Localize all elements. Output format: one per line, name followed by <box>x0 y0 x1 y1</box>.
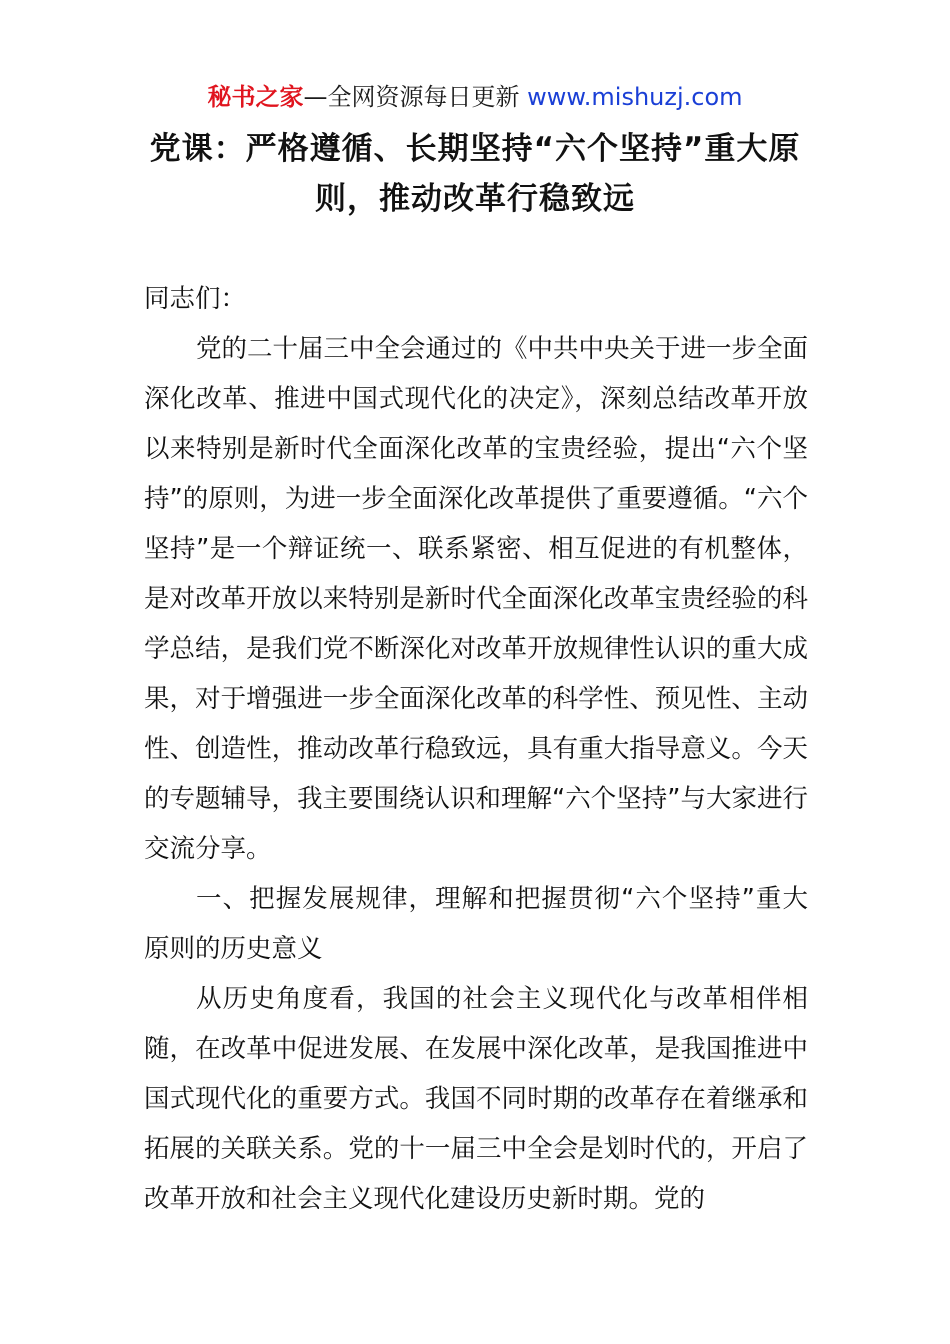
site-tagline: —全网资源每日更新 <box>303 83 528 111</box>
salutation: 同志们： <box>144 284 247 314</box>
paragraph-intro: 党的二十届三中全会通过的《中共中央关于进一步全面深化改革、推进中国式现代化的决定》，深刻总结改革开放以来特别是新时代全面深化改革的宝贵经验，提出“六个坚持”的原则，为进一步全面深化改革提供了重要遵循。“六个坚持”是一个辩证统一、联系紧密、相互促进的有机整体，是对改革开放以来特别是新时代全面深化改革宝贵经验的科学总结，是我们党不断深化对改革开放规律性认识的重大成果，对于增强进一步全面深化改革的科学性、预见性、主动性、创造性，推动改革行稳致远，具有重大指导意义。今天的专题辅导，我主要围绕认识和理解“六个坚持”与大家进行交流分享。 <box>144 334 809 864</box>
site-brand: 秘书之家 <box>207 83 304 111</box>
site-url-link[interactable]: www.mishuzj.com <box>527 83 743 111</box>
section-heading-1: 一、把握发展规律，理解和把握贯彻“六个坚持”重大原则的历史意义 <box>144 884 808 964</box>
paragraph-history: 从历史角度看，我国的社会主义现代化与改革相伴相随，在改革中促进发展、在发展中深化改革，是我国推进中国式现代化的重要方式。我国不同时期的改革存在着继承和拓展的关联关系。党的十一届三中全会是划时代的，开启了改革开放和社会主义现代化建设历史新时期。党的 <box>144 984 808 1214</box>
site-header <box>0 80 950 114</box>
document-title: 党课：严格遵循、长期坚持“六个坚持”重大原则，推动改革行稳致远 <box>149 131 801 217</box>
document-body <box>144 274 808 1224</box>
